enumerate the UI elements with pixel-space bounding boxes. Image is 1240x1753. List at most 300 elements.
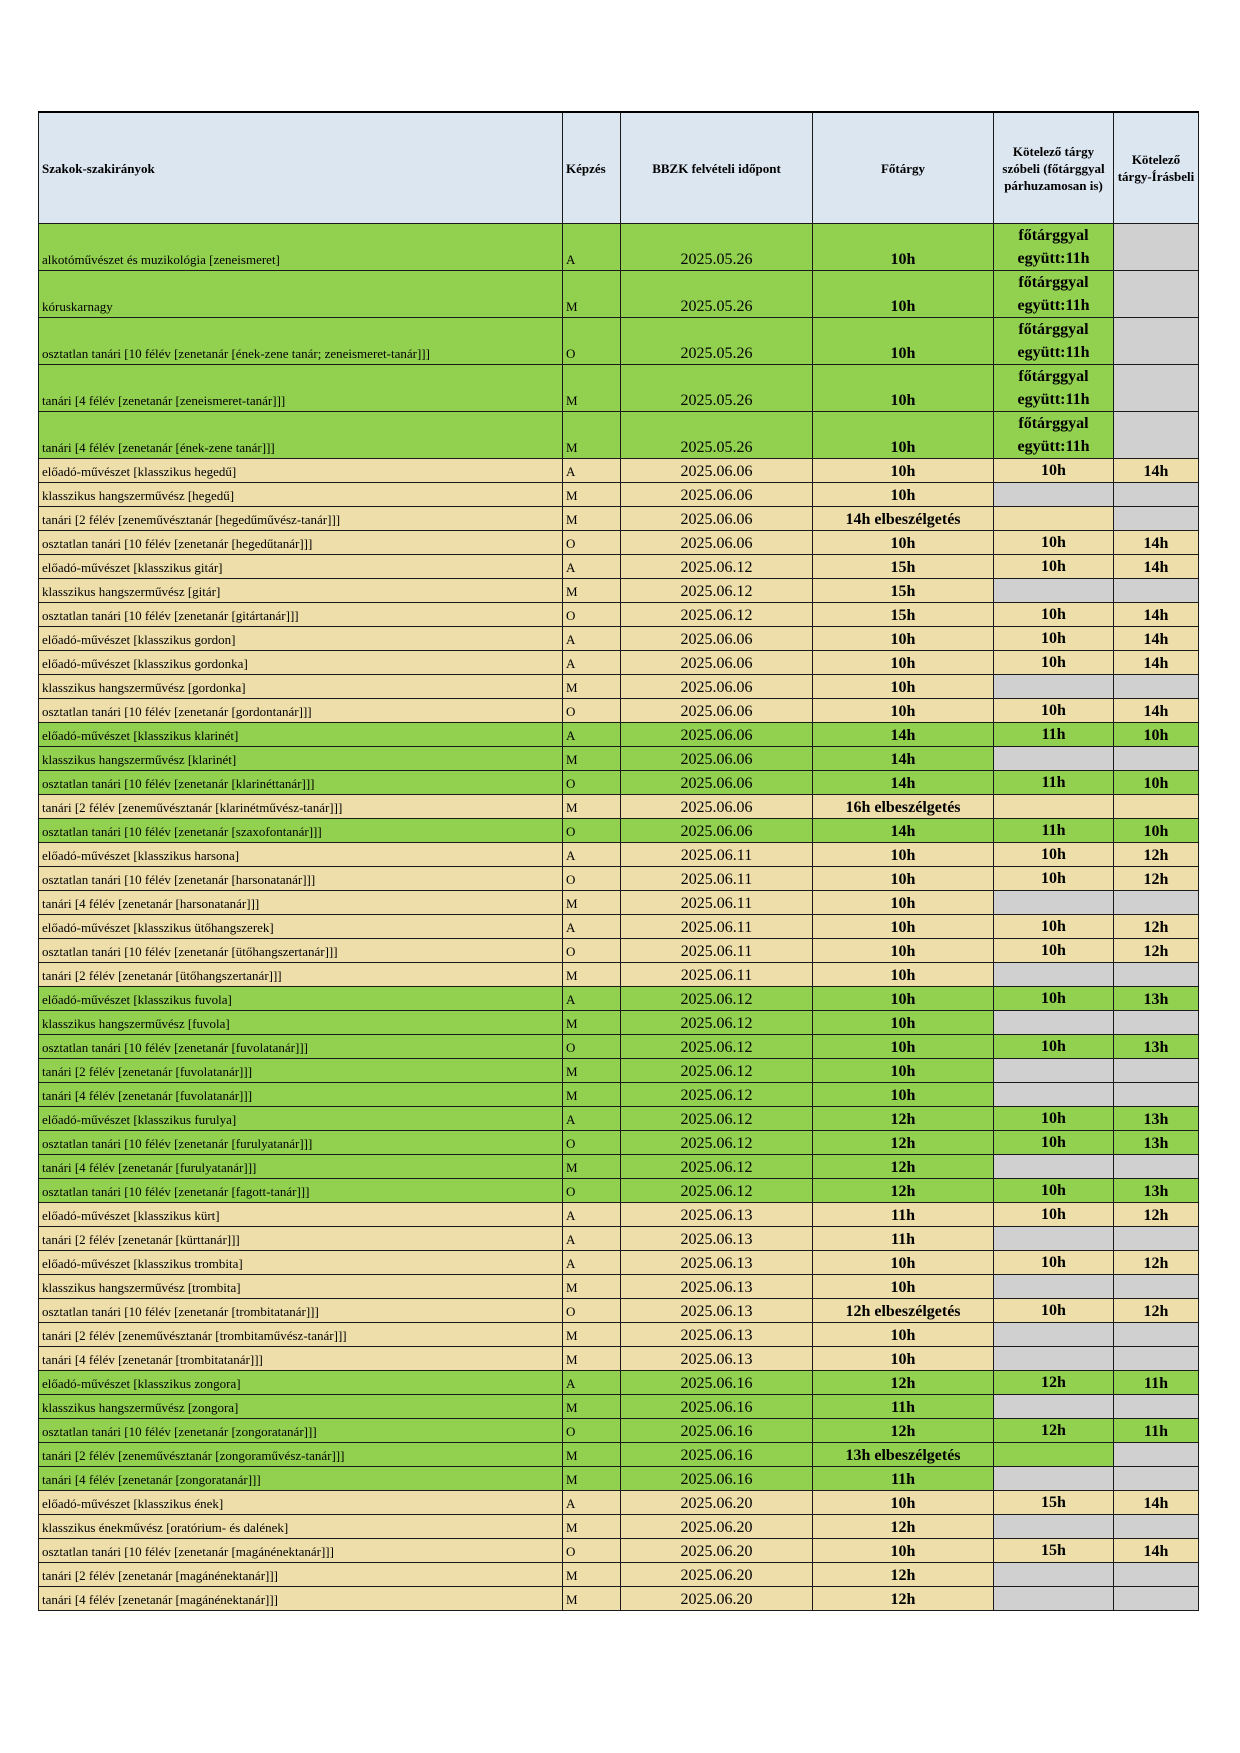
cell-datum: 2025.06.06 [621,483,813,507]
table-row [39,1251,1199,1275]
cell-szak: tanári [2 félév [zeneművésztanár [hegedűművész-tanár]]] [39,507,563,531]
cell-fotargy: 10h [813,531,994,555]
cell-szobeli: főtárggyal együtt:11h [994,365,1114,412]
cell-irasbeli [1114,891,1199,915]
cell-kepzes: A [563,555,621,579]
table-row [39,1395,1199,1419]
table-row [39,483,1199,507]
cell-szobeli [994,1275,1114,1299]
cell-kepzes: M [563,1083,621,1107]
cell-kepzes: O [563,1539,621,1563]
admission-schedule-table [38,111,1199,1611]
cell-irasbeli [1114,747,1199,771]
cell-szak: előadó-művészet [klasszikus klarinét] [39,723,563,747]
cell-datum: 2025.05.26 [621,271,813,318]
cell-irasbeli: 11h [1114,1419,1199,1443]
cell-kepzes: A [563,723,621,747]
cell-kepzes: O [563,1299,621,1323]
cell-irasbeli: 14h [1114,699,1199,723]
cell-szobeli: 10h [994,603,1114,627]
cell-datum: 2025.06.20 [621,1491,813,1515]
cell-szobeli: 10h [994,1131,1114,1155]
cell-szak: előadó-művészet [klasszikus kürt] [39,1203,563,1227]
cell-szak: tanári [4 félév [zenetanár [ének-zene tanár]]] [39,412,563,459]
cell-szak: osztatlan tanári [10 félév [zenetanár [fagott-tanár]]] [39,1179,563,1203]
cell-szak: klasszikus hangszerművész [zongora] [39,1395,563,1419]
cell-szak: tanári [2 félév [zenetanár [fuvolatanár]]] [39,1059,563,1083]
cell-irasbeli: 12h [1114,867,1199,891]
cell-szobeli: 10h [994,1035,1114,1059]
cell-szobeli [994,747,1114,771]
cell-kepzes: M [563,1515,621,1539]
cell-datum: 2025.06.20 [621,1515,813,1539]
cell-fotargy: 10h [813,651,994,675]
cell-irasbeli [1114,318,1199,365]
cell-datum: 2025.06.20 [621,1539,813,1563]
cell-szobeli: 12h [994,1371,1114,1395]
cell-kepzes: M [563,1323,621,1347]
cell-fotargy: 10h [813,1275,994,1299]
cell-datum: 2025.06.06 [621,651,813,675]
table-row [39,531,1199,555]
cell-irasbeli: 13h [1114,1131,1199,1155]
cell-datum: 2025.06.13 [621,1203,813,1227]
cell-irasbeli [1114,795,1199,819]
cell-kepzes: A [563,1491,621,1515]
cell-datum: 2025.06.12 [621,1155,813,1179]
cell-irasbeli [1114,1083,1199,1107]
cell-fotargy: 10h [813,1491,994,1515]
cell-szak: osztatlan tanári [10 félév [zenetanár [klarinéttanár]]] [39,771,563,795]
table-row [39,365,1199,412]
cell-szobeli [994,1227,1114,1251]
cell-szobeli [994,483,1114,507]
cell-fotargy: 10h [813,627,994,651]
cell-irasbeli [1114,579,1199,603]
table-row [39,1227,1199,1251]
table-row [39,271,1199,318]
cell-szobeli [994,1059,1114,1083]
cell-szobeli: 11h [994,819,1114,843]
cell-irasbeli [1114,1587,1199,1611]
cell-szak: tanári [4 félév [zenetanár [magánénektanár]]] [39,1587,563,1611]
header-row [39,112,1199,224]
cell-datum: 2025.06.16 [621,1395,813,1419]
cell-szobeli: 10h [994,1251,1114,1275]
cell-kepzes: M [563,1467,621,1491]
cell-datum: 2025.06.12 [621,1011,813,1035]
cell-irasbeli: 14h [1114,1539,1199,1563]
cell-kepzes: M [563,795,621,819]
cell-szak: előadó-művészet [klasszikus ének] [39,1491,563,1515]
cell-datum: 2025.06.11 [621,963,813,987]
cell-datum: 2025.06.06 [621,771,813,795]
cell-datum: 2025.05.26 [621,224,813,271]
cell-datum: 2025.06.12 [621,603,813,627]
cell-szak: előadó-művészet [klasszikus zongora] [39,1371,563,1395]
cell-datum: 2025.06.06 [621,507,813,531]
cell-kepzes: A [563,1371,621,1395]
cell-szak: osztatlan tanári [10 félév [zenetanár [furulyatanár]]] [39,1131,563,1155]
cell-fotargy: 15h [813,603,994,627]
table-row [39,603,1199,627]
cell-fotargy: 10h [813,915,994,939]
cell-fotargy: 12h [813,1371,994,1395]
cell-szak: osztatlan tanári [10 félév [zenetanár [fuvolatanár]]] [39,1035,563,1059]
cell-irasbeli [1114,1323,1199,1347]
cell-szobeli: 10h [994,531,1114,555]
cell-szak: alkotóművészet és muzikológia [zeneismeret] [39,224,563,271]
cell-irasbeli: 13h [1114,1179,1199,1203]
cell-datum: 2025.05.26 [621,365,813,412]
cell-kepzes: O [563,603,621,627]
cell-szak: osztatlan tanári [10 félév [zenetanár [hegedűtanár]]] [39,531,563,555]
cell-datum: 2025.06.13 [621,1347,813,1371]
table-row [39,318,1199,365]
cell-fotargy: 14h elbeszélgetés [813,507,994,531]
table-row [39,915,1199,939]
cell-kepzes: M [563,891,621,915]
cell-szak: előadó-művészet [klasszikus hegedű] [39,459,563,483]
cell-irasbeli: 14h [1114,555,1199,579]
cell-szobeli [994,1347,1114,1371]
table-row [39,651,1199,675]
cell-szak: tanári [2 félév [zenetanár [ütőhangszertanár]]] [39,963,563,987]
cell-datum: 2025.06.12 [621,555,813,579]
cell-fotargy: 11h [813,1203,994,1227]
cell-szak: előadó-művészet [klasszikus harsona] [39,843,563,867]
cell-szobeli: 10h [994,915,1114,939]
cell-irasbeli [1114,507,1199,531]
cell-irasbeli [1114,271,1199,318]
table-row [39,579,1199,603]
cell-szobeli [994,1515,1114,1539]
cell-fotargy: 10h [813,224,994,271]
cell-datum: 2025.06.06 [621,459,813,483]
cell-szak: tanári [4 félév [zenetanár [zongoratanár]]] [39,1467,563,1491]
cell-szobeli: 10h [994,1107,1114,1131]
cell-irasbeli: 14h [1114,459,1199,483]
cell-szak: tanári [4 félév [zenetanár [furulyatanár]]] [39,1155,563,1179]
table-row [39,795,1199,819]
cell-szobeli: 10h [994,987,1114,1011]
table-row [39,1203,1199,1227]
cell-irasbeli: 12h [1114,1251,1199,1275]
cell-irasbeli: 12h [1114,939,1199,963]
table-row [39,1371,1199,1395]
cell-datum: 2025.06.13 [621,1275,813,1299]
cell-datum: 2025.06.12 [621,579,813,603]
cell-datum: 2025.06.13 [621,1251,813,1275]
cell-kepzes: M [563,963,621,987]
cell-szak: osztatlan tanári [10 félév [zenetanár [magánénektanár]]] [39,1539,563,1563]
cell-szobeli: 11h [994,771,1114,795]
table-row [39,1035,1199,1059]
cell-kepzes: M [563,579,621,603]
table-row [39,987,1199,1011]
cell-kepzes: M [563,1443,621,1467]
cell-datum: 2025.06.12 [621,1035,813,1059]
table-row [39,675,1199,699]
cell-szobeli [994,795,1114,819]
cell-datum: 2025.06.06 [621,627,813,651]
cell-szobeli: 10h [994,627,1114,651]
table-row [39,699,1199,723]
cell-szak: osztatlan tanári [10 félév [zenetanár [trombitatanár]]] [39,1299,563,1323]
cell-kepzes: O [563,1179,621,1203]
cell-irasbeli [1114,412,1199,459]
cell-kepzes: O [563,1419,621,1443]
table-row [39,723,1199,747]
cell-fotargy: 10h [813,939,994,963]
cell-kepzes: A [563,224,621,271]
cell-szak: klasszikus énekművész [oratórium- és dalének] [39,1515,563,1539]
cell-szobeli [994,1563,1114,1587]
cell-kepzes: M [563,1275,621,1299]
cell-fotargy: 12h [813,1515,994,1539]
cell-kepzes: A [563,1203,621,1227]
cell-fotargy: 11h [813,1395,994,1419]
cell-fotargy: 12h [813,1131,994,1155]
cell-fotargy: 14h [813,819,994,843]
cell-fotargy: 11h [813,1227,994,1251]
cell-szobeli: 11h [994,723,1114,747]
cell-szak: osztatlan tanári [10 félév [zenetanár [gordontanár]]] [39,699,563,723]
table-row [39,627,1199,651]
cell-irasbeli: 14h [1114,531,1199,555]
table-row [39,867,1199,891]
table-body [39,224,1199,1611]
cell-kepzes: M [563,483,621,507]
cell-datum: 2025.06.11 [621,891,813,915]
cell-szak: előadó-művészet [klasszikus fuvola] [39,987,563,1011]
cell-kepzes: M [563,1395,621,1419]
cell-datum: 2025.06.06 [621,699,813,723]
cell-szak: klasszikus hangszerművész [fuvola] [39,1011,563,1035]
cell-irasbeli: 14h [1114,651,1199,675]
table-row [39,1059,1199,1083]
cell-datum: 2025.06.12 [621,1131,813,1155]
cell-fotargy: 10h [813,675,994,699]
table-row [39,459,1199,483]
cell-fotargy: 12h elbeszélgetés [813,1299,994,1323]
cell-irasbeli: 14h [1114,603,1199,627]
cell-szak: klasszikus hangszerművész [trombita] [39,1275,563,1299]
cell-fotargy: 12h [813,1587,994,1611]
cell-kepzes: M [563,1059,621,1083]
table-row [39,747,1199,771]
cell-datum: 2025.06.06 [621,747,813,771]
cell-fotargy: 12h [813,1419,994,1443]
cell-fotargy: 14h [813,771,994,795]
cell-szak: előadó-művészet [klasszikus ütőhangszerek] [39,915,563,939]
table-row [39,939,1199,963]
cell-kepzes: M [563,1563,621,1587]
table-row [39,1419,1199,1443]
cell-kepzes: A [563,915,621,939]
table-row [39,963,1199,987]
cell-irasbeli: 12h [1114,1299,1199,1323]
cell-kepzes: M [563,365,621,412]
cell-irasbeli: 13h [1114,1035,1199,1059]
cell-szak: tanári [2 félév [zenetanár [magánénektanár]]] [39,1563,563,1587]
cell-szobeli: 10h [994,699,1114,723]
cell-szak: előadó-művészet [klasszikus gordon] [39,627,563,651]
cell-kepzes: O [563,531,621,555]
cell-kepzes: A [563,843,621,867]
cell-fotargy: 11h [813,1467,994,1491]
cell-szak: osztatlan tanári [10 félév [zenetanár [harsonatanár]]] [39,867,563,891]
cell-fotargy: 10h [813,412,994,459]
cell-datum: 2025.05.26 [621,318,813,365]
cell-szak: előadó-művészet [klasszikus gordonka] [39,651,563,675]
cell-kepzes: O [563,699,621,723]
table-row [39,1011,1199,1035]
cell-kepzes: A [563,987,621,1011]
table-row [39,412,1199,459]
cell-fotargy: 12h [813,1107,994,1131]
cell-datum: 2025.06.16 [621,1467,813,1491]
cell-szak: előadó-művészet [klasszikus furulya] [39,1107,563,1131]
cell-fotargy: 12h [813,1155,994,1179]
cell-fotargy: 10h [813,987,994,1011]
cell-szobeli: 15h [994,1539,1114,1563]
cell-datum: 2025.06.12 [621,1107,813,1131]
cell-szak: osztatlan tanári [10 félév [zenetanár [ének-zene tanár; zeneismeret-tanár]]] [39,318,563,365]
cell-irasbeli [1114,1227,1199,1251]
cell-fotargy: 14h [813,723,994,747]
cell-fotargy: 15h [813,555,994,579]
cell-szobeli: 10h [994,651,1114,675]
header-kepzes: Képzés [563,112,621,224]
cell-fotargy: 10h [813,1083,994,1107]
header-oral-exam: Kötelező tárgy szóbeli (főtárggyal párhuzamosan is) [994,112,1114,224]
cell-irasbeli [1114,1275,1199,1299]
cell-datum: 2025.06.06 [621,819,813,843]
cell-irasbeli: 14h [1114,1491,1199,1515]
cell-kepzes: M [563,1347,621,1371]
cell-fotargy: 10h [813,1347,994,1371]
cell-irasbeli [1114,675,1199,699]
cell-szobeli: főtárggyal együtt:11h [994,271,1114,318]
cell-szak: klasszikus hangszerművész [hegedű] [39,483,563,507]
cell-fotargy: 10h [813,891,994,915]
table-row [39,1491,1199,1515]
cell-kepzes: M [563,271,621,318]
header-szakok: Szakok-szakirányok [39,112,563,224]
table-row [39,1587,1199,1611]
cell-szak: tanári [2 félév [zeneművésztanár [klarinétművész-tanár]]] [39,795,563,819]
cell-szak: klasszikus hangszerművész [klarinét] [39,747,563,771]
table-row [39,819,1199,843]
cell-kepzes: A [563,459,621,483]
cell-szak: osztatlan tanári [10 félév [zenetanár [ütőhangszertanár]]] [39,939,563,963]
cell-szobeli: 10h [994,1299,1114,1323]
cell-szobeli: 10h [994,459,1114,483]
cell-kepzes: O [563,318,621,365]
cell-fotargy: 10h [813,318,994,365]
table-row [39,1467,1199,1491]
cell-datum: 2025.06.20 [621,1563,813,1587]
cell-szobeli: 10h [994,555,1114,579]
cell-irasbeli [1114,1347,1199,1371]
cell-datum: 2025.06.12 [621,1059,813,1083]
cell-fotargy: 10h [813,1011,994,1035]
cell-datum: 2025.06.16 [621,1371,813,1395]
table-header [39,112,1199,224]
cell-datum: 2025.06.12 [621,1179,813,1203]
table-row [39,507,1199,531]
cell-kepzes: A [563,1251,621,1275]
cell-szak: tanári [4 félév [zenetanár [harsonatanár]]] [39,891,563,915]
table-row [39,1515,1199,1539]
cell-fotargy: 13h elbeszélgetés [813,1443,994,1467]
cell-szobeli [994,963,1114,987]
table-row [39,555,1199,579]
cell-irasbeli: 11h [1114,1371,1199,1395]
cell-kepzes: A [563,627,621,651]
table-row [39,843,1199,867]
table-row [39,1299,1199,1323]
cell-irasbeli [1114,1011,1199,1035]
cell-datum: 2025.06.11 [621,939,813,963]
cell-datum: 2025.06.06 [621,795,813,819]
cell-irasbeli: 10h [1114,819,1199,843]
cell-szak: klasszikus hangszerművész [gitár] [39,579,563,603]
cell-kepzes: M [563,1011,621,1035]
cell-fotargy: 10h [813,271,994,318]
cell-szak: előadó-művészet [klasszikus gitár] [39,555,563,579]
cell-szak: osztatlan tanári [10 félév [zenetanár [szaxofontanár]]] [39,819,563,843]
cell-irasbeli [1114,365,1199,412]
cell-fotargy: 10h [813,843,994,867]
cell-irasbeli: 12h [1114,843,1199,867]
cell-irasbeli [1114,1515,1199,1539]
cell-kepzes: O [563,771,621,795]
cell-kepzes: M [563,747,621,771]
cell-szak: tanári [2 félév [zeneművésztanár [trombitaművész-tanár]]] [39,1323,563,1347]
cell-szak: klasszikus hangszerművész [gordonka] [39,675,563,699]
cell-kepzes: A [563,1227,621,1251]
header-written-exam: Kötelező tárgy-Írásbeli [1114,112,1199,224]
cell-szak: tanári [4 félév [zenetanár [trombitatanár]]] [39,1347,563,1371]
cell-fotargy: 12h [813,1179,994,1203]
table-row [39,1347,1199,1371]
cell-szobeli: főtárggyal együtt:11h [994,412,1114,459]
cell-szobeli [994,579,1114,603]
cell-fotargy: 10h [813,1035,994,1059]
cell-irasbeli [1114,963,1199,987]
cell-datum: 2025.06.13 [621,1299,813,1323]
cell-szak: kóruskarnagy [39,271,563,318]
cell-szak: tanári [4 félév [zenetanár [zeneismeret-tanár]]] [39,365,563,412]
cell-szobeli: 10h [994,939,1114,963]
cell-irasbeli: 13h [1114,1107,1199,1131]
cell-kepzes: O [563,867,621,891]
cell-kepzes: O [563,1035,621,1059]
cell-irasbeli [1114,483,1199,507]
cell-szak: előadó-művészet [klasszikus trombita] [39,1251,563,1275]
table-row [39,771,1199,795]
cell-fotargy: 12h [813,1563,994,1587]
table-row [39,1563,1199,1587]
cell-irasbeli: 13h [1114,987,1199,1011]
cell-fotargy: 15h [813,579,994,603]
header-bbzk-date: BBZK felvételi időpont [621,112,813,224]
cell-datum: 2025.06.13 [621,1323,813,1347]
cell-szobeli [994,675,1114,699]
table-row [39,1179,1199,1203]
